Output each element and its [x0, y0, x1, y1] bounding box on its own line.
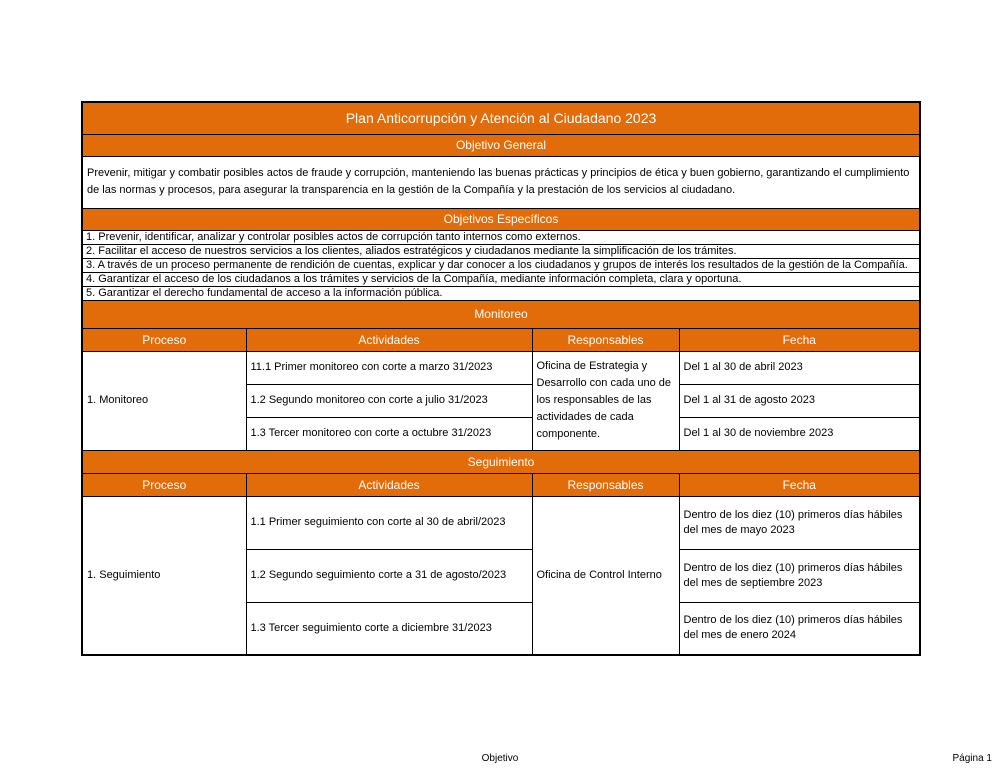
- monitoreo-proceso: 1. Monitoreo: [82, 351, 246, 450]
- objetivo-especifico-item: 3. A través de un proceso permanente de rendición de cuentas, explicar y dar conocer a los ciudadanos y grupos de interés los resultados de la gestión de la Compañía.: [82, 258, 920, 272]
- seguimiento-proceso: 1. Seguimiento: [82, 496, 246, 655]
- monitoreo-col-actividades: Actividades: [246, 328, 532, 351]
- monitoreo-col-fecha: Fecha: [679, 328, 920, 351]
- monitoreo-header-row: [82, 328, 920, 351]
- objetivo-especifico-item: 1. Prevenir, identificar, analizar y controlar posibles actos de corrupción tanto internos como externos.: [82, 230, 920, 244]
- table-row: [82, 496, 920, 549]
- seguimiento-header-row: [82, 473, 920, 496]
- seguimiento-heading: Seguimiento: [82, 450, 920, 473]
- monitoreo-responsable: Oficina de Estrategia y Desarrollo con cada uno de los responsables de las actividades de cada componente.: [532, 351, 679, 450]
- seguimiento-fecha: Dentro de los diez (10) primeros días hábiles del mes de septiembre 2023: [679, 549, 920, 602]
- monitoreo-fecha: Del 1 al 31 de agosto 2023: [679, 384, 920, 417]
- seguimiento-fecha: Dentro de los diez (10) primeros días hábiles del mes de enero 2024: [679, 602, 920, 655]
- objetivo-especifico-item: 5. Garantizar el derecho fundamental de acceso a la información pública.: [82, 286, 920, 300]
- monitoreo-actividad: 1.3 Tercer monitoreo con corte a octubre 31/2023: [246, 417, 532, 450]
- document-title: Plan Anticorrupción y Atención al Ciudadano 2023: [82, 102, 920, 134]
- monitoreo-col-proceso: Proceso: [82, 328, 246, 351]
- seguimiento-fecha: Dentro de los diez (10) primeros días hábiles del mes de mayo 2023: [679, 496, 920, 549]
- monitoreo-actividad: 1.2 Segundo monitoreo con corte a julio 31/2023: [246, 384, 532, 417]
- plan-anticorrupcion-table: [81, 101, 921, 656]
- seguimiento-col-actividades: Actividades: [246, 473, 532, 496]
- footer-page-number: Página 1: [952, 753, 992, 764]
- objetivos-especificos-heading: Objetivos Específicos: [82, 208, 920, 230]
- table-row: [82, 351, 920, 384]
- seguimiento-col-fecha: Fecha: [679, 473, 920, 496]
- seguimiento-actividad: 1.1 Primer seguimiento con corte al 30 de abril/2023: [246, 496, 532, 549]
- monitoreo-actividad: 11.1 Primer monitoreo con corte a marzo 31/2023: [246, 351, 532, 384]
- monitoreo-col-responsables: Responsables: [532, 328, 679, 351]
- monitoreo-heading: Monitoreo: [82, 300, 920, 328]
- footer-sheet-name: Objetivo: [481, 753, 519, 764]
- objetivo-especifico-item: 2. Facilitar el acceso de nuestros servicios a los clientes, aliados estratégicos y ciudadanos mediante la simplificación de los trámites.: [82, 244, 920, 258]
- seguimiento-actividad: 1.2 Segundo seguimiento corte a 31 de agosto/2023: [246, 549, 532, 602]
- page-footer: [0, 753, 1000, 767]
- objetivo-general-heading: Objetivo General: [82, 134, 920, 156]
- monitoreo-fecha: Del 1 al 30 de abril 2023: [679, 351, 920, 384]
- monitoreo-fecha: Del 1 al 30 de noviembre 2023: [679, 417, 920, 450]
- seguimiento-actividad: 1.3 Tercer seguimiento corte a diciembre 31/2023: [246, 602, 532, 655]
- seguimiento-col-responsables: Responsables: [532, 473, 679, 496]
- objetivo-general-text: Prevenir, mitigar y combatir posibles actos de fraude y corrupción, manteniendo las buenas prácticas y principios de ética y buen gobierno, garantizando el cumplimiento de las normas y procesos, para asegurar la transparencia en la gestión de la Compañía y la prestación de los servicios al ciudadano.: [82, 156, 920, 208]
- seguimiento-col-proceso: Proceso: [82, 473, 246, 496]
- seguimiento-responsable: Oficina de Control Interno: [532, 496, 679, 655]
- objetivo-especifico-item: 4. Garantizar el acceso de los ciudadanos a los trámites y servicios de la Compañía, mediante información completa, clara y oportuna.: [82, 272, 920, 286]
